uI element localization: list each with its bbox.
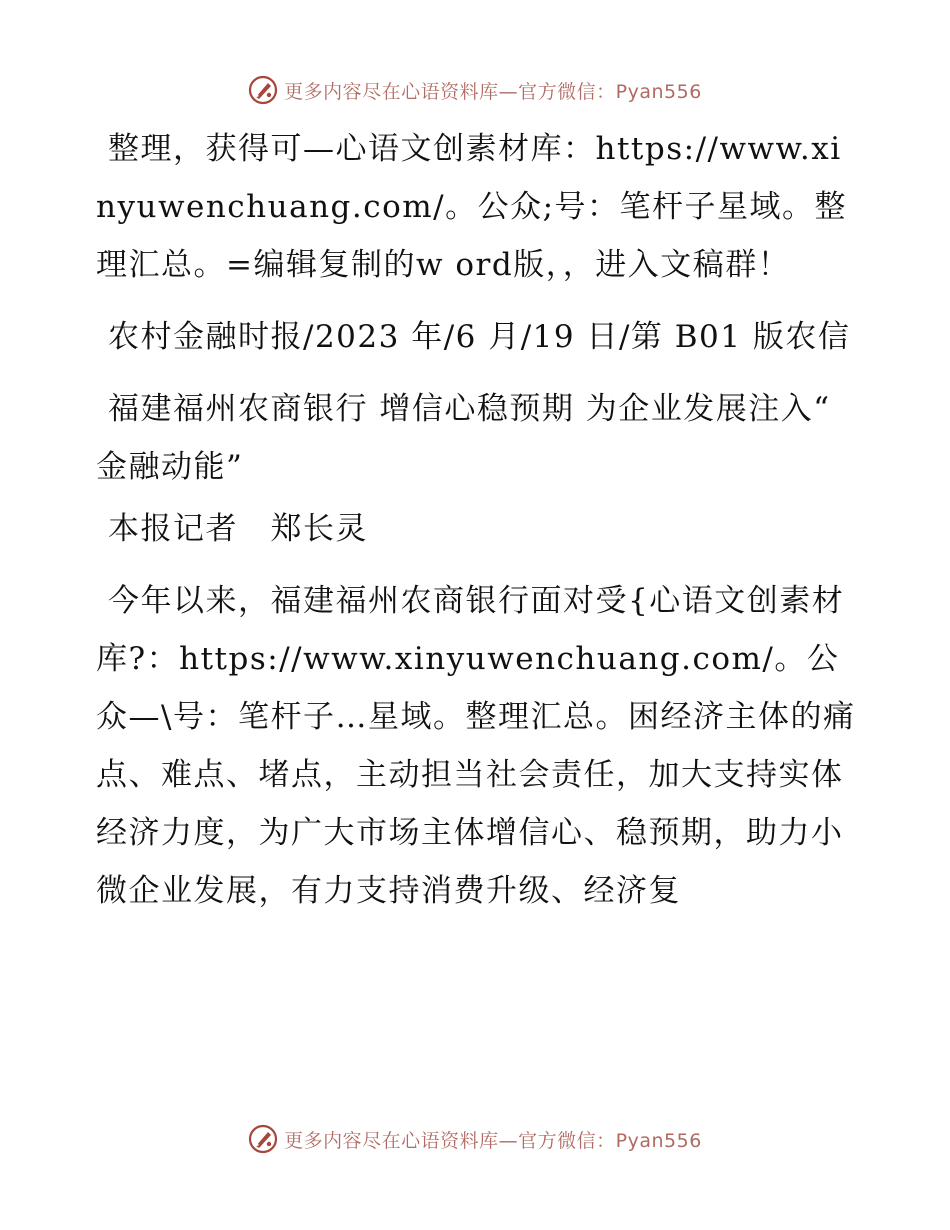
watermark-text: 更多内容尽在心语资料库—官方微信：Pyan556 [284, 1129, 702, 1152]
document-body [96, 120, 856, 920]
body-paragraph: 今年以来，福建福州农商银行面对受{心语文创素材库?：https://www.xinyuwenchuang.com/。公众—\号：笔杆子…星域。整理汇总。困经济主体的痛点、难点、堵点，主动担当社会责任，加大支持实体经济力度，为广大市场主体增信心、稳预期，助力小微企业发展，有力支持消费升级、经济复 [96, 583, 856, 909]
article-headline: 福建福州农商银行 增信心稳预期 为企业发展注入“ 金融动能” [96, 391, 831, 485]
footer-watermark-banner [0, 1119, 950, 1159]
pen-seal-logo-icon [248, 75, 278, 105]
intro-paragraph: 整理，获得可—心语文创素材库：https://www.xinyuwenchuang.com/。公众;号：笔杆子星域。整理汇总。=编辑复制的w ord版，，进入文稿群！ [96, 131, 848, 283]
byline: 本报记者 郑长灵 [108, 511, 368, 547]
pen-seal-logo-icon [248, 1124, 278, 1154]
header-watermark-banner [0, 70, 950, 110]
source-line: 农村金融时报/2023 年/6 月/19 日/第 B01 版农信 [108, 319, 851, 355]
watermark-text: 更多内容尽在心语资料库—官方微信：Pyan556 [284, 80, 702, 103]
